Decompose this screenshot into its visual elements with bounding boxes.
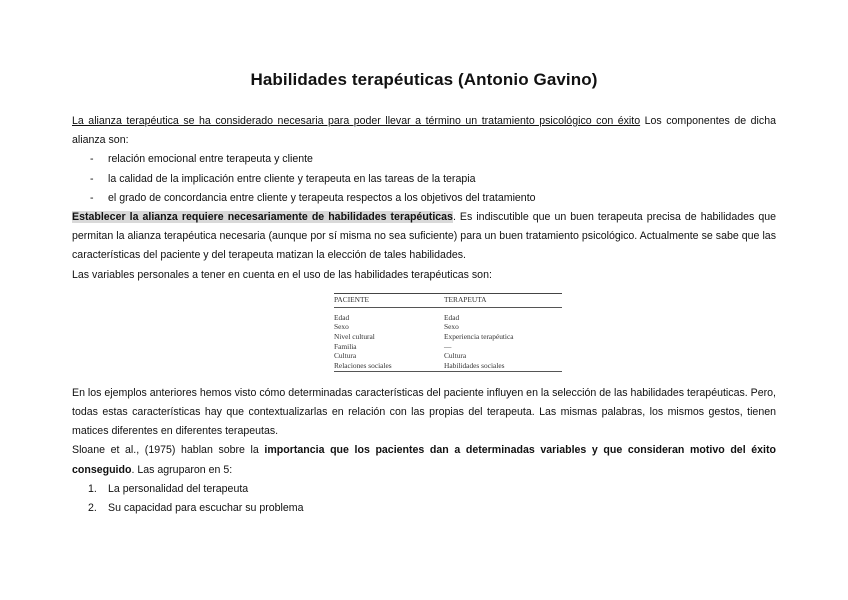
table-row: [334, 361, 562, 372]
table-cell: Sexo: [444, 322, 459, 332]
list-number: 1.: [88, 482, 97, 495]
examples-paragraph: En los ejemplos anteriores hemos visto cómo determinadas características del paciente influyen en la selección de las habilidades terapéuticas. Pero, todas estas características hay que contextualizarlas en relación con las propias del terapeuta. Las mismas palabras, los mismos gestos, tienen matices diferentes en diferentes terapeutas.: [72, 386, 776, 438]
list-item: [72, 499, 776, 518]
table-cell: Edad: [334, 312, 350, 322]
table-cell: Familia: [334, 341, 357, 351]
alliance-paragraph: [72, 208, 776, 266]
list-item: [72, 480, 776, 499]
sloane-bold: importancia que los pacientes dan a determinadas variables y que consideran motivo del éxito conseguido: [72, 444, 776, 476]
list-number: 2.: [88, 501, 97, 514]
header-paciente: PACIENTE: [334, 294, 370, 304]
table-cell: Experiencia terapéutica: [444, 331, 514, 341]
groups-list: [72, 480, 776, 518]
variables-table: [334, 293, 562, 372]
table-row: [334, 342, 562, 352]
table-cell: Relaciones sociales: [334, 361, 392, 371]
variables-intro: Las variables personales a tener en cuenta en el uso de las habilidades terapéuticas son:: [72, 268, 492, 281]
page-title: Habilidades terapéuticas (Antonio Gavino): [250, 70, 598, 89]
table-cell: Sexo: [334, 322, 349, 332]
table-cell: —: [444, 341, 452, 351]
table-cell: Cultura: [444, 351, 467, 361]
intro-rest: Los componentes de dicha alianza son:: [72, 115, 776, 147]
table-header: [334, 293, 562, 308]
table-row: [334, 351, 562, 361]
intro-underlined: La alianza terapéutica se ha considerado necesaria para poder llevar a término un tratamiento psicológico con éxito: [72, 115, 641, 127]
table-row: [334, 313, 562, 323]
alliance-rest: . Es indiscutible que un buen terapeuta precisa de habilidades que permitan la alianza terapéutica necesaria (aunque por sí misma no sea suficiente) para un buen tratamiento psicológico. Actualmente se sabe que las características del paciente y del terapeuta matizan la elección de tales habilidades.: [72, 211, 777, 262]
table-cell: Nivel cultural: [334, 331, 375, 341]
components-list: [72, 150, 776, 208]
header-terapeuta: TERAPEUTA: [444, 294, 487, 304]
sloane-start: Sloane et al., (1975) hablan sobre la: [72, 444, 265, 457]
table-cell: Edad: [444, 312, 460, 322]
table-row: [334, 322, 562, 332]
table-cell: Cultura: [334, 351, 357, 361]
document-body: [72, 112, 776, 518]
table-cell: Habilidades sociales: [444, 361, 505, 371]
sloane-paragraph: [72, 441, 776, 479]
list-item: - relación emocional entre terapeuta y cliente: [72, 150, 776, 169]
list-item: - la calidad de la implicación entre cliente y terapeuta en las tareas de la terapia: [72, 170, 776, 189]
list-text: La personalidad del terapeuta: [108, 482, 249, 495]
list-text: Su capacidad para escuchar su problema: [108, 501, 304, 514]
intro-paragraph: [72, 112, 776, 150]
list-item: - el grado de concordancia entre cliente y terapeuta respectos a los objetivos del tratamiento: [72, 189, 776, 208]
table-row: [334, 332, 562, 342]
sloane-end: . Las agruparon en 5:: [131, 463, 233, 476]
highlighted-statement: Establecer la alianza requiere necesariamente de habilidades terapéuticas: [72, 211, 453, 224]
